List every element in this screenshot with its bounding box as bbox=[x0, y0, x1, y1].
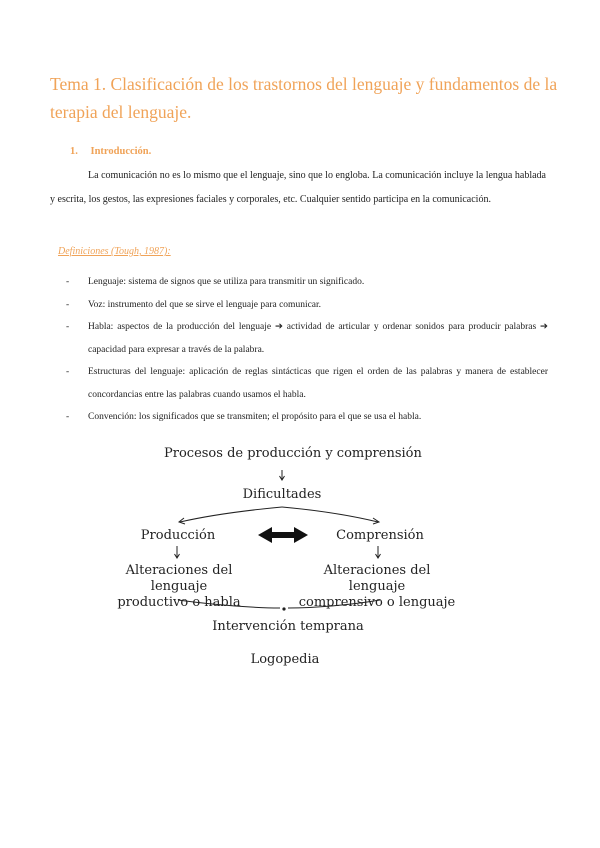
diagram-production-alterations bbox=[96, 563, 262, 611]
double-arrow-icon bbox=[258, 527, 308, 543]
list-item bbox=[66, 271, 548, 294]
document-title: Tema 1. Clasificación de los trastornos del lenguaje y fundamentos de la terapia del lenguaje. bbox=[50, 74, 558, 122]
list-item bbox=[66, 361, 548, 406]
section-number: 1. bbox=[70, 146, 78, 157]
section-heading-text: Introducción. bbox=[90, 146, 152, 157]
definition-voz: Voz: instrumento del que se sirve el lenguaje para comunicar. bbox=[88, 299, 322, 310]
production-alterations-line2: productivo o habla bbox=[117, 595, 241, 610]
production-alterations-line1: Alteraciones del lenguaje bbox=[125, 563, 233, 594]
diagram-comprehension-alterations bbox=[294, 563, 460, 611]
diagram-comprehension-node: Comprensión bbox=[336, 528, 424, 543]
branch-left-line bbox=[180, 507, 282, 522]
comprehension-alterations-line2: comprensivo o lenguaje bbox=[298, 595, 456, 610]
definition-lenguaje: Lenguaje: sistema de signos que se utiliza para transmitir un significado. bbox=[88, 277, 365, 287]
list-item bbox=[66, 406, 548, 429]
section-heading bbox=[70, 146, 151, 157]
brace-dot bbox=[282, 607, 285, 610]
list-dash: - bbox=[66, 412, 70, 422]
definition-habla: Habla: aspectos de la producción del lenguaje ➔ actividad de articular y ordenar sonidos para producir palabras ➔ capacidad para expresar a través de la palabra. bbox=[88, 322, 548, 355]
branch-right-line bbox=[282, 507, 378, 522]
definitions-title: Definiciones (Tough, 1987): bbox=[58, 246, 171, 257]
list-dash: - bbox=[66, 322, 70, 332]
list-item bbox=[66, 316, 548, 361]
intro-paragraph: La comunicación no es lo mismo que el lenguaje, sino que lo engloba. La comunicación incluye la lengua hablada y escrita, los gestos, las expresiones faciales y corporales, etc. Cualquier sentido participa en la comunicación. bbox=[50, 170, 546, 205]
diagram-connectors bbox=[0, 440, 600, 670]
language-process-diagram bbox=[0, 440, 600, 670]
list-item bbox=[66, 294, 548, 317]
diagram-speech-therapy-node: Logopedia bbox=[250, 652, 320, 667]
list-dash: - bbox=[66, 299, 70, 310]
diagram-production-node: Producción bbox=[140, 528, 216, 543]
comprehension-alterations-line1: Alteraciones del lenguaje bbox=[323, 563, 431, 594]
list-dash: - bbox=[66, 367, 70, 377]
list-dash: - bbox=[66, 277, 70, 287]
diagram-difficulties-node: Dificultades bbox=[242, 487, 322, 502]
diagram-top-node: Procesos de producción y comprensión bbox=[164, 446, 422, 461]
diagram-early-intervention-node: Intervención temprana bbox=[212, 619, 364, 634]
definitions-list bbox=[66, 271, 548, 429]
definition-convencion: Convención: los significados que se transmiten; el propósito para el que se usa el habla. bbox=[88, 412, 422, 422]
definition-estructuras: Estructuras del lenguaje: aplicación de reglas sintácticas que rigen el orden de las palabras y manera de establecer concordancias entre las palabras cuando usamos el habla. bbox=[88, 367, 548, 400]
